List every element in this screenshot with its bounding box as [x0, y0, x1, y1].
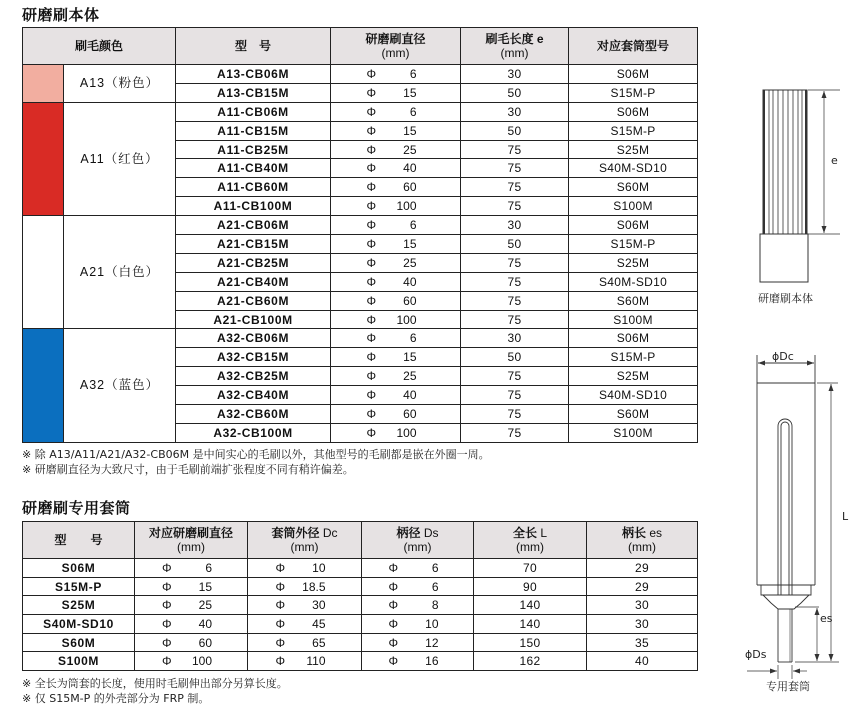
diameter-value: 100 [396, 312, 417, 327]
bristle-length: 75 [461, 272, 569, 291]
brush-diameter [331, 121, 461, 140]
bristle-length: 30 [461, 102, 569, 121]
diameter-value: 60 [403, 293, 417, 308]
shank-diameter-value: 16 [425, 654, 439, 669]
socket-note-2: ※ 仅 S15M-P 的外壳部分为 FRP 制。 [22, 692, 210, 705]
total-length: 90 [474, 577, 587, 596]
header-total-length [474, 522, 587, 559]
socket-model: S60M [23, 633, 135, 652]
shank-diameter-value: 8 [431, 598, 439, 613]
brush-model: A11-CB15M [176, 121, 331, 140]
phi-symbol: Φ [162, 598, 172, 613]
bristle-length: 75 [461, 386, 569, 405]
phi-symbol: Φ [366, 255, 377, 270]
outer-diameter-value: 18.5 [302, 579, 326, 594]
phi-symbol: Φ [162, 635, 172, 650]
socket-diagram-caption: 专用套筒 [766, 680, 810, 693]
diameter-value: 40 [403, 161, 417, 176]
total-length: 140 [474, 596, 587, 615]
bristle-length: 30 [461, 216, 569, 235]
phi-symbol: Φ [366, 388, 377, 403]
phi-symbol: Φ [366, 142, 377, 157]
header-corresponding-brush-diameter [135, 522, 248, 559]
diameter-value: 25 [403, 255, 417, 270]
corresponding-brush-diameter-value: 15 [198, 579, 212, 594]
brush-diameter [331, 348, 461, 367]
socket-shank-diagram [735, 345, 855, 685]
outer-diameter-value: 45 [312, 616, 326, 631]
header-shank-length [587, 522, 698, 559]
socket-spec-table [22, 521, 698, 671]
phi-symbol: Φ [366, 274, 377, 289]
socket-table-row [23, 633, 698, 652]
outer-diameter-value: 110 [306, 654, 326, 669]
header-tl-sym: L [537, 526, 548, 540]
phi-symbol: Φ [275, 579, 286, 594]
brush-model: A21-CB40M [176, 272, 331, 291]
brush-model: A32-CB06M [176, 329, 331, 348]
header-sd-sym: Ds [420, 526, 439, 540]
dim-dc-label: ϕDc [772, 350, 794, 363]
bristle-length: 30 [461, 329, 569, 348]
phi-symbol: Φ [275, 654, 286, 669]
socket-model: S06M [569, 216, 698, 235]
socket-model: S15M-P [23, 577, 135, 596]
dim-l-label: L [842, 510, 849, 523]
phi-symbol: Φ [388, 579, 399, 594]
brush-model: A21-CB15M [176, 235, 331, 254]
socket-model: S15M-P [569, 348, 698, 367]
brush-note-1: ※ 除 A13/A11/A21/A32-CB06M 是中间实心的毛刷以外，其他型号的毛刷都是嵌在外圈一周。 [22, 448, 490, 461]
phi-symbol: Φ [366, 293, 377, 308]
brush-diameter [331, 310, 461, 329]
phi-symbol: Φ [388, 616, 399, 631]
outer-diameter [248, 577, 362, 596]
phi-symbol: Φ [275, 616, 286, 631]
header-od-label: 套筒外径 [271, 526, 320, 540]
brush-diameter [331, 291, 461, 310]
header-cbd-label: 对应研磨刷直径 [148, 526, 233, 540]
outer-diameter [248, 596, 362, 615]
brush-model: A21-CB25M [176, 253, 331, 272]
diameter-value: 6 [409, 66, 417, 81]
color-name: A13（粉色） [64, 65, 176, 103]
socket-model: S100M [23, 652, 135, 671]
diameter-value: 25 [403, 142, 417, 157]
header-bristle-color: 刷毛颜色 [23, 28, 176, 65]
header-bristle-length-unit: (mm) [500, 46, 529, 60]
diameter-value: 100 [396, 425, 417, 440]
brush-diameter [331, 367, 461, 386]
shank-diameter [362, 652, 474, 671]
phi-symbol: Φ [366, 104, 377, 119]
outer-diameter [248, 559, 362, 578]
brush-model: A21-CB100M [176, 310, 331, 329]
brush-model: A11-CB40M [176, 159, 331, 178]
socket-model: S100M [569, 197, 698, 216]
socket-model: S40M-SD10 [569, 272, 698, 291]
brush-model: A11-CB100M [176, 197, 331, 216]
shank-length: 30 [587, 615, 698, 634]
brush-diameter [331, 83, 461, 102]
bristle-length: 75 [461, 291, 569, 310]
socket-table-row [23, 615, 698, 634]
bristle-length: 75 [461, 159, 569, 178]
phi-symbol: Φ [275, 560, 286, 575]
brush-model: A21-CB06M [176, 216, 331, 235]
phi-symbol: Φ [366, 66, 377, 81]
outer-diameter-value: 30 [312, 598, 326, 613]
diameter-value: 40 [403, 274, 417, 289]
outer-diameter [248, 615, 362, 634]
phi-symbol: Φ [162, 654, 172, 669]
diameter-value: 60 [403, 180, 417, 195]
brush-table-row [23, 329, 698, 348]
bristle-length: 50 [461, 235, 569, 254]
color-swatch [23, 65, 64, 103]
brush-table-row [23, 216, 698, 235]
phi-symbol: Φ [162, 616, 172, 631]
diameter-value: 15 [403, 85, 417, 100]
socket-table-row [23, 577, 698, 596]
header-cbd-unit: (mm) [177, 540, 205, 554]
bristle-length: 75 [461, 310, 569, 329]
brush-diameter [331, 329, 461, 348]
outer-diameter [248, 652, 362, 671]
header-brush-diameter-unit: (mm) [381, 46, 410, 60]
color-name: A21（白色） [64, 216, 176, 329]
dim-ds-label: ϕDs [745, 648, 767, 661]
brush-table-row [23, 65, 698, 84]
shank-length: 29 [587, 559, 698, 578]
brush-model: A32-CB60M [176, 405, 331, 424]
phi-symbol: Φ [366, 331, 377, 346]
header-sd-label: 柄径 [396, 526, 421, 540]
corresponding-brush-diameter [135, 615, 248, 634]
diameter-value: 6 [409, 218, 417, 233]
brush-diameter [331, 272, 461, 291]
socket-model: S60M [569, 405, 698, 424]
bristle-length: 75 [461, 405, 569, 424]
socket-section-title: 研磨刷专用套筒 [22, 499, 131, 517]
dim-es-label: es [820, 612, 833, 625]
brush-model: A32-CB15M [176, 348, 331, 367]
phi-symbol: Φ [366, 425, 377, 440]
color-swatch [23, 102, 64, 215]
phi-symbol: Φ [366, 123, 377, 138]
shank-diameter [362, 596, 474, 615]
brush-diameter [331, 253, 461, 272]
header-bristle-length [461, 28, 569, 65]
brush-model: A11-CB06M [176, 102, 331, 121]
corresponding-brush-diameter-value: 25 [198, 598, 212, 613]
phi-symbol: Φ [366, 312, 377, 327]
socket-model: S40M-SD10 [569, 159, 698, 178]
shank-length: 40 [587, 652, 698, 671]
header-socket-model: 型 号 [23, 522, 135, 559]
header-brush-diameter-label: 研磨刷直径 [365, 32, 426, 46]
total-length: 140 [474, 615, 587, 634]
bristle-length: 75 [461, 253, 569, 272]
socket-table-row [23, 596, 698, 615]
brush-diameter [331, 159, 461, 178]
corresponding-brush-diameter-value: 100 [191, 654, 212, 669]
outer-diameter [248, 633, 362, 652]
corresponding-brush-diameter-value: 40 [198, 616, 212, 631]
shank-length: 29 [587, 577, 698, 596]
socket-model: S25M [569, 140, 698, 159]
brush-spec-table [22, 27, 698, 443]
socket-model: S100M [569, 423, 698, 442]
socket-model: S06M [569, 65, 698, 84]
phi-symbol: Φ [366, 406, 377, 421]
socket-model: S40M-SD10 [23, 615, 135, 634]
diameter-value: 40 [403, 388, 417, 403]
header-tl-label: 全长 [512, 526, 537, 540]
corresponding-brush-diameter [135, 652, 248, 671]
bristle-length: 75 [461, 178, 569, 197]
phi-symbol: Φ [275, 598, 286, 613]
total-length: 162 [474, 652, 587, 671]
socket-model: S100M [569, 310, 698, 329]
socket-model: S25M [23, 596, 135, 615]
corresponding-brush-diameter [135, 559, 248, 578]
header-brush-diameter [331, 28, 461, 65]
brush-diameter [331, 405, 461, 424]
brush-model: A21-CB60M [176, 291, 331, 310]
brush-section-title: 研磨刷本体 [22, 6, 100, 24]
socket-model: S15M-P [569, 235, 698, 254]
phi-symbol: Φ [366, 180, 377, 195]
phi-symbol: Φ [366, 350, 377, 365]
header-bristle-length-label: 刷毛长度 e [485, 32, 544, 46]
header-sl-unit: (mm) [628, 540, 656, 554]
header-outer-diameter [248, 522, 362, 559]
outer-diameter-value: 10 [312, 560, 326, 575]
brush-model: A32-CB25M [176, 367, 331, 386]
brush-diameter [331, 197, 461, 216]
header-sl-sym: es [646, 526, 663, 540]
brush-model: A13-CB06M [176, 65, 331, 84]
shank-length: 30 [587, 596, 698, 615]
diameter-value: 60 [403, 406, 417, 421]
bristle-length: 75 [461, 423, 569, 442]
socket-note-1: ※ 全长为筒套的长度，使用时毛刷伸出部分另算长度。 [22, 677, 288, 690]
brush-model: A13-CB15M [176, 83, 331, 102]
socket-model: S15M-P [569, 121, 698, 140]
brush-diameter [331, 102, 461, 121]
header-od-sym: Dc [319, 526, 338, 540]
bristle-length: 75 [461, 140, 569, 159]
socket-model: S60M [569, 178, 698, 197]
socket-model: S06M [569, 329, 698, 348]
corresponding-brush-diameter-value: 6 [205, 560, 212, 575]
bristle-length: 50 [461, 348, 569, 367]
header-sl-label: 柄长 [621, 526, 646, 540]
shank-diameter [362, 577, 474, 596]
brush-diameter [331, 386, 461, 405]
header-tl-unit: (mm) [516, 540, 544, 554]
header-sd-unit: (mm) [403, 540, 432, 554]
total-length: 150 [474, 633, 587, 652]
bristle-length: 30 [461, 65, 569, 84]
phi-symbol: Φ [366, 218, 377, 233]
header-socket-model: 对应套筒型号 [569, 28, 698, 65]
brush-model: A11-CB60M [176, 178, 331, 197]
brush-diagram-caption: 研磨刷本体 [758, 292, 813, 305]
brush-diameter [331, 65, 461, 84]
socket-model: S25M [569, 367, 698, 386]
socket-model: S25M [569, 253, 698, 272]
shank-diameter [362, 615, 474, 634]
phi-symbol: Φ [388, 560, 399, 575]
phi-symbol: Φ [162, 579, 172, 594]
outer-diameter-value: 65 [312, 635, 326, 650]
diameter-value: 6 [409, 331, 417, 346]
color-swatch [23, 329, 64, 442]
color-name: A32（蓝色） [64, 329, 176, 442]
bristle-length: 75 [461, 197, 569, 216]
brush-diameter [331, 423, 461, 442]
header-od-unit: (mm) [290, 540, 319, 554]
brush-diameter [331, 235, 461, 254]
corresponding-brush-diameter [135, 596, 248, 615]
socket-model: S06M [569, 102, 698, 121]
dim-e-label: e [831, 154, 838, 167]
color-swatch [23, 216, 64, 329]
phi-symbol: Φ [388, 654, 399, 669]
diameter-value: 6 [409, 104, 417, 119]
color-name: A11（红色） [64, 102, 176, 215]
socket-model: S40M-SD10 [569, 386, 698, 405]
shank-diameter-value: 6 [431, 579, 439, 594]
total-length: 70 [474, 559, 587, 578]
header-model: 型 号 [176, 28, 331, 65]
header-shank-diameter [362, 522, 474, 559]
bristle-length: 75 [461, 367, 569, 386]
brush-diameter [331, 140, 461, 159]
socket-model: S15M-P [569, 83, 698, 102]
shank-diameter-value: 6 [431, 560, 439, 575]
brush-table-row [23, 102, 698, 121]
corresponding-brush-diameter-value: 60 [198, 635, 212, 650]
diameter-value: 15 [403, 350, 417, 365]
corresponding-brush-diameter [135, 577, 248, 596]
phi-symbol: Φ [162, 560, 172, 575]
brush-model: A32-CB40M [176, 386, 331, 405]
diameter-value: 100 [396, 199, 417, 214]
shank-diameter-value: 10 [425, 616, 439, 631]
phi-symbol: Φ [366, 85, 377, 100]
phi-symbol: Φ [388, 598, 399, 613]
shank-diameter [362, 633, 474, 652]
brush-diameter [331, 216, 461, 235]
socket-model: S60M [569, 291, 698, 310]
shank-length: 35 [587, 633, 698, 652]
corresponding-brush-diameter [135, 633, 248, 652]
phi-symbol: Φ [275, 635, 286, 650]
phi-symbol: Φ [366, 161, 377, 176]
brush-note-2: ※ 研磨刷直径为大致尺寸，由于毛刷前端扩张程度不同有稍许偏差。 [22, 463, 354, 476]
diameter-value: 15 [403, 123, 417, 138]
phi-symbol: Φ [366, 369, 377, 384]
diameter-value: 15 [403, 236, 417, 251]
phi-symbol: Φ [388, 635, 399, 650]
socket-table-row [23, 559, 698, 578]
diameter-value: 25 [403, 369, 417, 384]
socket-table-row [23, 652, 698, 671]
brush-body-diagram [740, 80, 850, 290]
socket-model: S06M [23, 559, 135, 578]
bristle-length: 50 [461, 83, 569, 102]
phi-symbol: Φ [366, 199, 377, 214]
shank-diameter-value: 12 [425, 635, 439, 650]
shank-diameter [362, 559, 474, 578]
brush-model: A32-CB100M [176, 423, 331, 442]
brush-diameter [331, 178, 461, 197]
phi-symbol: Φ [366, 236, 377, 251]
brush-model: A11-CB25M [176, 140, 331, 159]
bristle-length: 50 [461, 121, 569, 140]
